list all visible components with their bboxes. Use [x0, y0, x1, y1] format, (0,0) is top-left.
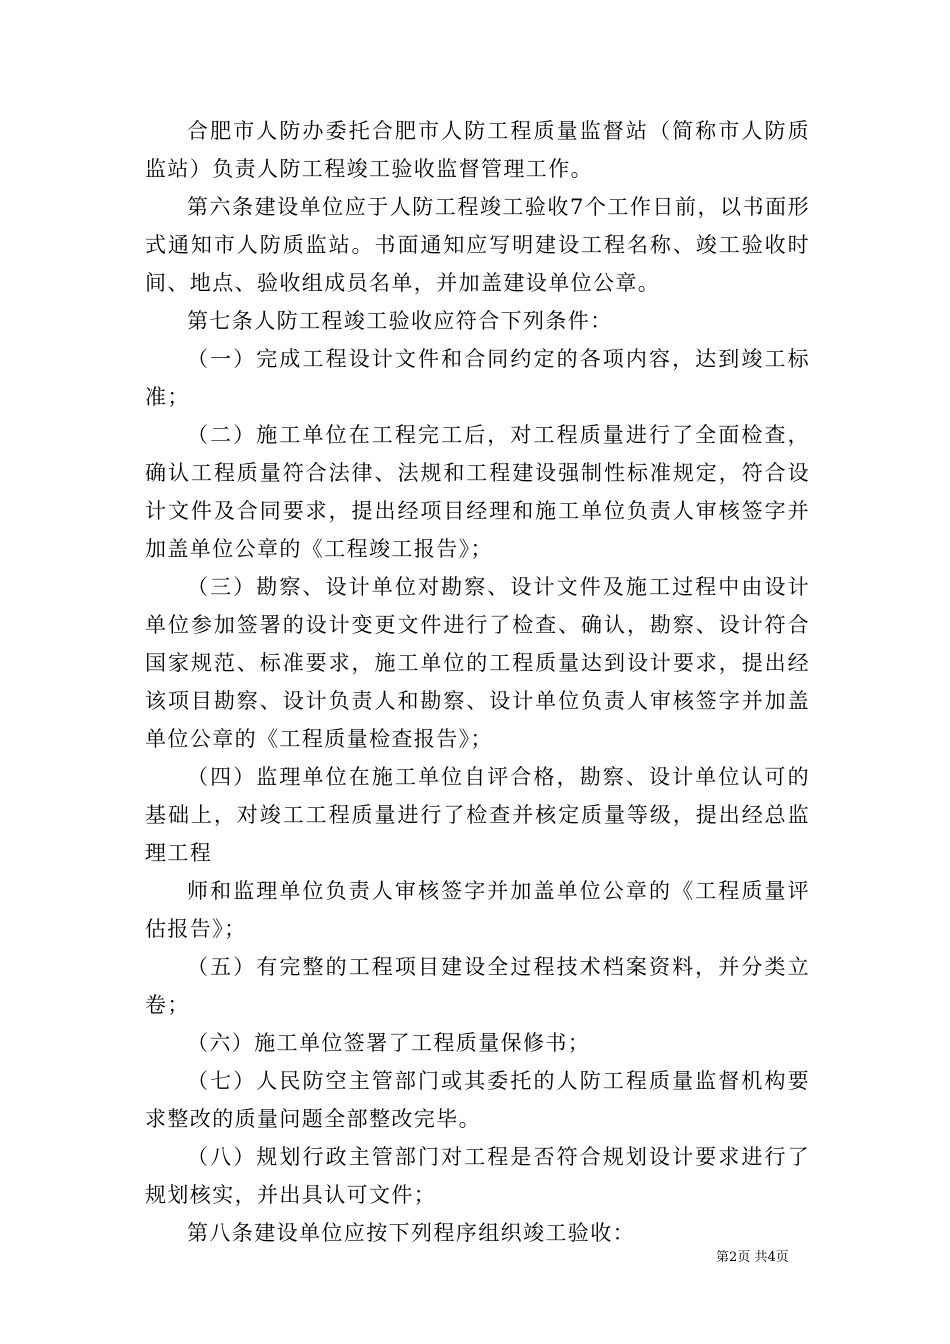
paragraph-7: （四）监理单位在施工单位自评合格，勘察、设计单位认可的基础上，对竣工工程质量进行了检查并核定质量等级，提出经总监理工程 — [145, 765, 810, 865]
paragraph-5: （二）施工单位在工程完工后，对工程质量进行了全面检查，确认工程质量符合法律、法规和工程建设强制性标准规定，符合设计文件及合同要求，提出经项目经理和施工单位负责人审核签字并加盖单位公章的《工程竣工报告》； — [145, 423, 810, 561]
paragraph-8: 师和监理单位负责人审核签字并加盖单位公章的《工程质量评估报告》； — [145, 879, 810, 941]
total-pages-number: 4 — [767, 1250, 776, 1265]
paragraph-11: （七）人民防空主管部门或其委托的人防工程质量监督机构要求整改的质量问题全部整改完毕。 — [145, 1069, 810, 1131]
paragraph-13: 第八条建设单位应按下列程序组织竣工验收： — [187, 1221, 635, 1245]
paragraph-10: （六）施工单位签署了工程质量保修书； — [187, 1031, 591, 1055]
paragraph-6: （三）勘察、设计单位对勘察、设计文件及施工过程中由设计单位参加签署的设计变更文件进行了检查、确认，勘察、设计符合国家规范、标准要求，施工单位的工程质量达到设计要求，提出经该项目勘察、设计负责人和勘察、设计单位负责人审核签字并加盖单位公章的《工程质量检查报告》； — [145, 575, 810, 751]
paragraph-9: （五）有完整的工程项目建设全过程技术档案资料，并分类立卷； — [145, 955, 810, 1017]
paragraph-2: 第六条建设单位应于人防工程竣工验收7个工作日前，以书面形式通知市人防质监站。书面通知应写明建设工程名称、竣工验收时间、地点、验收组成员名单，并加盖建设单位公章。 — [145, 195, 810, 295]
paragraph-4: （一）完成工程设计文件和合同约定的各项内容，达到竣工标准； — [145, 347, 810, 409]
page-number-footer — [716, 1246, 789, 1265]
paragraph-1: 合肥市人防办委托合肥市人防工程质量监督站（简称市人防质监站）负责人防工程竣工验收监督管理工作。 — [145, 119, 810, 181]
footer-prefix: 第 — [716, 1250, 730, 1265]
document-body — [145, 112, 810, 1252]
paragraph-12: （八）规划行政主管部门对工程是否符合规划设计要求进行了规划核实，并出具认可文件； — [145, 1145, 810, 1207]
paragraph-3: 第七条人防工程竣工验收应符合下列条件： — [187, 309, 613, 333]
footer-middle: 页 共 — [737, 1250, 768, 1265]
current-page-number: 2 — [729, 1250, 738, 1265]
footer-suffix: 页 — [775, 1250, 789, 1265]
